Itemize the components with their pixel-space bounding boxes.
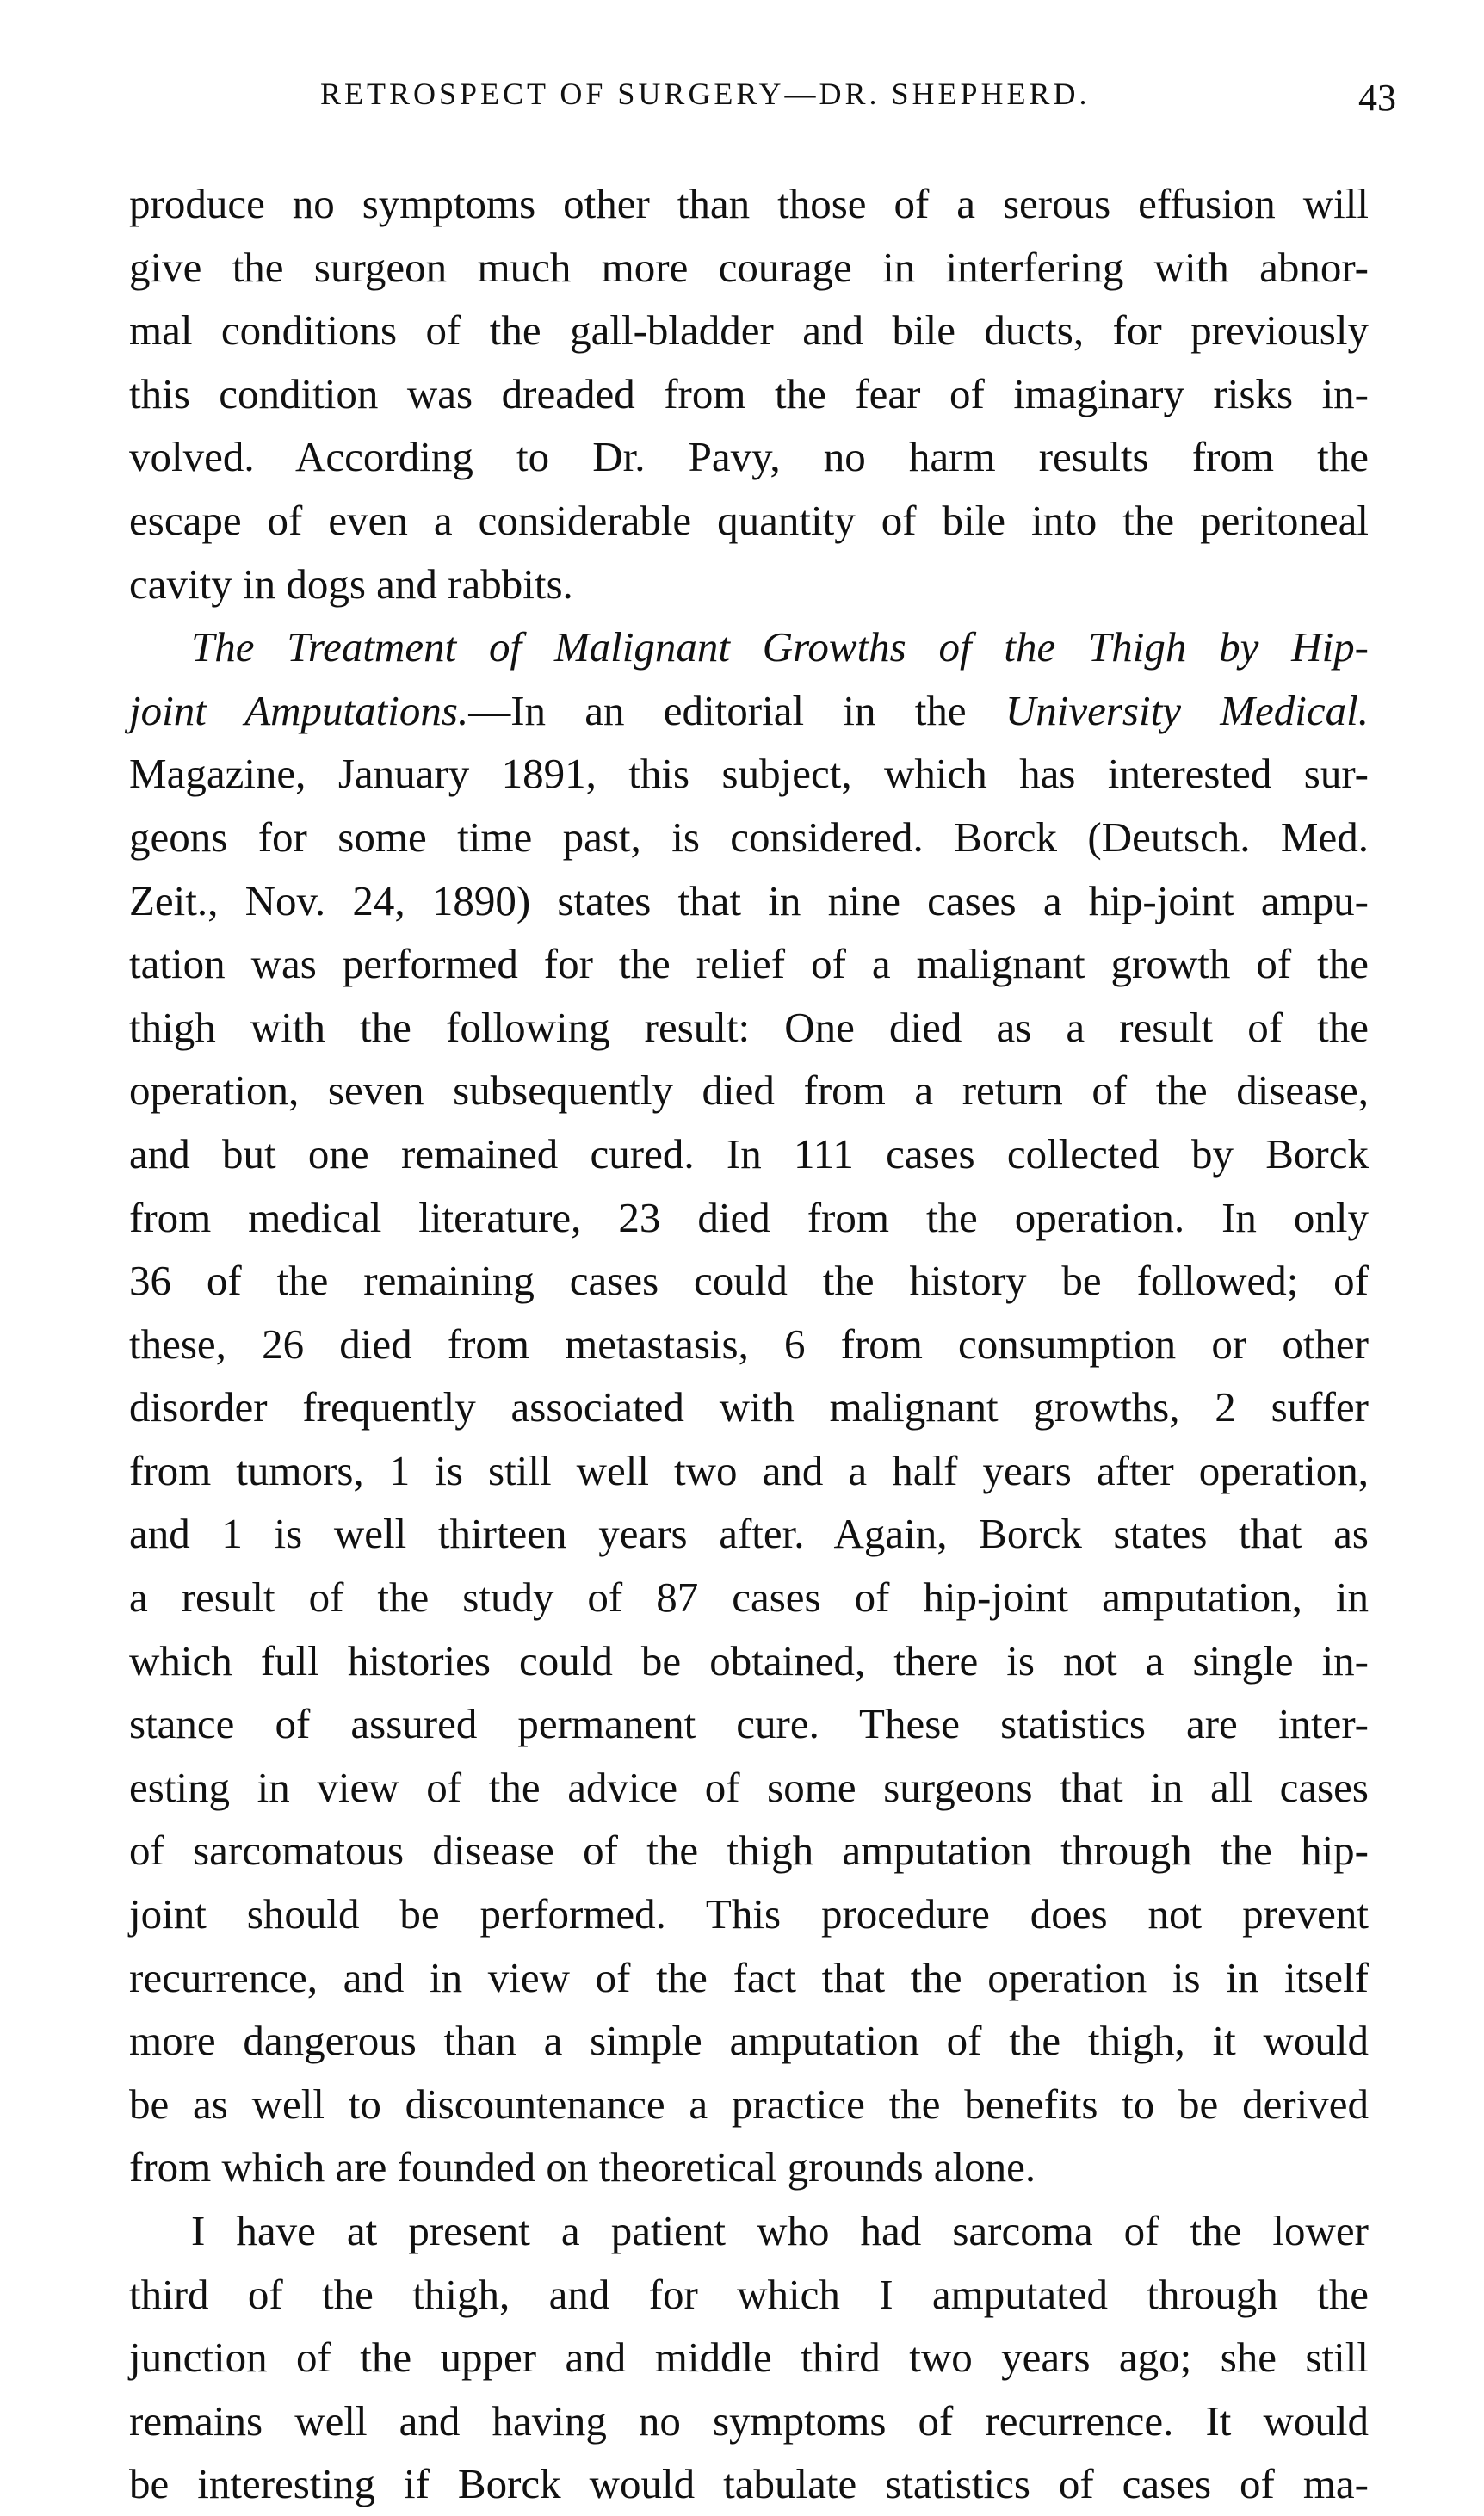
text-line: stance of assured permanent cure. These statistics are inter- bbox=[129, 1700, 1369, 1748]
text-line: from medical literature, 23 died from the operation. In only bbox=[129, 1193, 1369, 1241]
text-line: disorder frequently associated with malignant growths, 2 suffer bbox=[129, 1383, 1369, 1431]
text-line: these, 26 died from metastasis, 6 from consumption or other bbox=[129, 1320, 1369, 1368]
running-head bbox=[320, 76, 1396, 127]
text-line: 36 of the remaining cases could the history be followed; of bbox=[129, 1257, 1369, 1305]
text-line bbox=[129, 679, 1369, 743]
text-line: this condition was dreaded from the fear of imaginary risks in- bbox=[129, 369, 1369, 417]
text-line: which full histories could be obtained, there is not a single in- bbox=[129, 1636, 1369, 1685]
text-line: operation, seven subsequently died from a return of the disease, bbox=[129, 1066, 1369, 1115]
text-line: mal conditions of the gall-bladder and bile ducts, for previously bbox=[129, 306, 1369, 355]
text-line: remains well and having no symptoms of recurrence. It would bbox=[129, 2396, 1369, 2445]
text-line: volved. According to Dr. Pavy, no harm results from the bbox=[129, 433, 1369, 481]
text-line: Zeit., Nov. 24, 1890) states that in nine cases a hip-joint ampu- bbox=[129, 876, 1369, 924]
text-line: and 1 is well thirteen years after. Again, Borck states that as bbox=[129, 1510, 1369, 1558]
text-line: escape of even a considerable quantity of bile into the peritoneal bbox=[129, 496, 1369, 544]
text-line: esting in view of the advice of some surgeons that in all cases bbox=[129, 1763, 1369, 1811]
text-line: geons for some time past, is considered. Borck (Deutsch. Med. bbox=[129, 813, 1369, 861]
running-title: RETROSPECT OF SURGERY—DR. SHEPHERD. bbox=[320, 77, 1091, 111]
text-line: be as well to discountenance a practice the benefits to be derived bbox=[129, 2080, 1369, 2128]
text-line: produce no symptoms other than those of a serous effusion will bbox=[129, 180, 1369, 227]
text-line: tation was performed for the relief of a malignant growth of the bbox=[129, 940, 1369, 988]
text-line: be interesting if Borck would tabulate statistics of cases of ma- bbox=[129, 2460, 1369, 2508]
text-line: from tumors, 1 is still well two and a half years after operation, bbox=[129, 1446, 1369, 1494]
text-line: joint should be performed. This procedure does not prevent bbox=[129, 1890, 1369, 1938]
text-line: I have at present a patient who had sarcoma of the lower bbox=[191, 2207, 1369, 2254]
section-heading-end: joint Amputations. bbox=[129, 686, 469, 734]
text-line: from which are founded on theoretical grounds alone. bbox=[129, 2143, 1036, 2191]
text-line: a result of the study of 87 cases of hip-joint amputation, in bbox=[129, 1573, 1369, 1622]
page-number: 43 bbox=[1358, 77, 1396, 119]
text-line: of sarcomatous disease of the thigh amputation through the hip- bbox=[129, 1827, 1369, 1875]
journal-name: University Medical. bbox=[1005, 686, 1370, 734]
body-text bbox=[129, 172, 1369, 2516]
text-line: Magazine, January 1891, this subject, which has interested sur- bbox=[129, 750, 1369, 798]
text-line: give the surgeon much more courage in interfering with abnor- bbox=[129, 243, 1369, 291]
text-line: cavity in dogs and rabbits. bbox=[129, 559, 573, 608]
text-line: thigh with the following result: One died as a result of the bbox=[129, 1003, 1369, 1051]
text-line: third of the thigh, and for which I amputated through the bbox=[129, 2270, 1369, 2318]
text-line: more dangerous than a simple amputation of the thigh, it would bbox=[129, 2017, 1369, 2065]
section-heading-line bbox=[129, 615, 1369, 679]
text-line: and but one remained cured. In 111 cases collected by Borck bbox=[129, 1129, 1369, 1178]
section-heading: The Treatment of Malignant Growths of the Thigh by Hip- bbox=[191, 623, 1369, 671]
editorial-intro: —In an editorial in the bbox=[468, 686, 1005, 734]
text-line: recurrence, and in view of the fact that the operation is in itself bbox=[129, 1953, 1369, 2001]
text-line: junction of the upper and middle third two years ago; she still bbox=[129, 2334, 1369, 2382]
